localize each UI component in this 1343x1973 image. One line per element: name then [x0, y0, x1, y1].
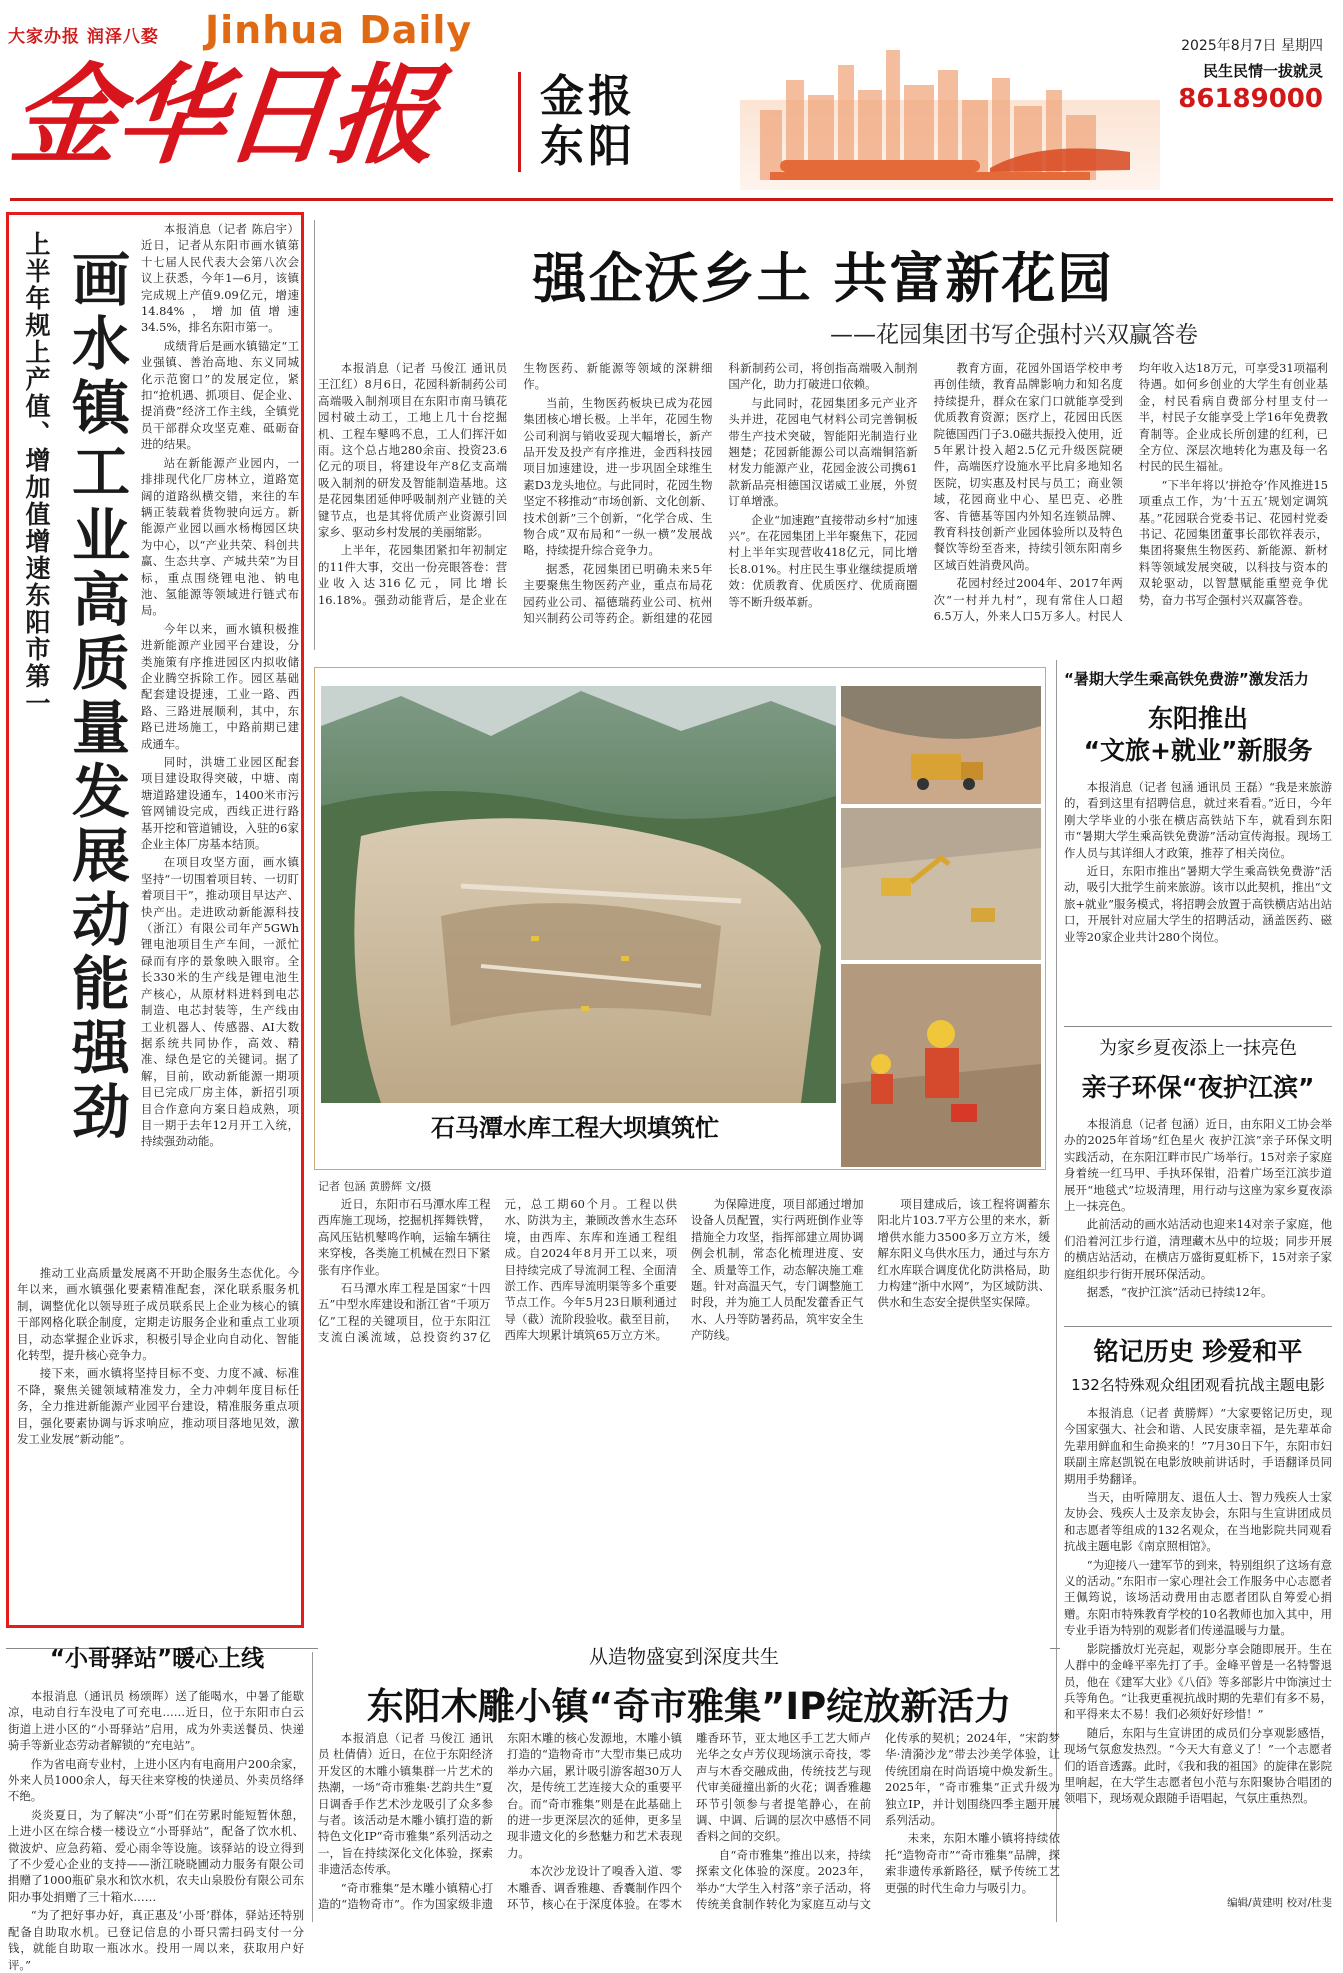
bottom-story-body	[318, 1730, 1060, 1920]
newspaper-logo: 金华日报	[5, 53, 443, 179]
edition-name	[540, 72, 636, 172]
story-subtitle: 132名特殊观众组团观看抗战主题电影	[1071, 1376, 1325, 1394]
lead-paragraph: 推动工业高质量发展离不开助企服务生态优化。今年以来，画水镇强化要素精准配套，深化联系服务机制，调整优化以领导班子成员联系民上企业为核心的镇干部网格化联企制度，定期走访服务企业和重点工业项目，动态掌握企业诉求，积极引导企业向自动化、智能化转型，提升核心竞争力。	[17, 1266, 299, 1363]
right-story-history	[1064, 1336, 1332, 1924]
edition-line-1: 金报	[540, 71, 636, 122]
masthead-divider	[518, 72, 521, 172]
main-story-title: 强企沃乡土 共富新花园	[532, 247, 1114, 310]
main-paragraph: 当前，生物医药板块已成为花园集团核心增长极。上半年，花园生物公司利润与销收妥现大幅增长，新产品开发及投产有序推进，金西科技园项目加速建设，进一步巩固全球维生素D3龙头地位。与此同时，花园生物坚定不移推动“市场创新、文化创新、技术创新”三个创新，“化学合成、生物合成”双布局和“一纵一横”发展战略，持续提升综合竞争力。	[523, 395, 713, 558]
story-paragraph: 据悉，“夜护江滨”活动已持续12年。	[1086, 1285, 1273, 1300]
story-divider	[1064, 1026, 1332, 1027]
photo-caption: 石马潭水库工程大坝填筑忙	[431, 1114, 719, 1142]
construction-photo-2	[841, 808, 1041, 960]
story-body	[1064, 779, 1332, 1029]
right-story-environment	[1064, 1034, 1332, 1324]
reservoir-aerial-photo	[321, 686, 836, 1103]
main-paragraph: 本报消息（记者 马俊江 通讯员 王江红）8月6日，花园科新制药公司高端吸入制剂项目在东阳市南马镇花园村破土动工，工地上几十台挖掘机、工程车鼕鸣不息，工人们挥汗如雨。这个总占地280余亩、投资23.6亿元的项目，将建设年产8亿支高端吸入制剂的研发及智能制造基地。这是花园集团延伸呼吸制剂产业链的关键节点，也是其将优质产业资源引回家乡、驱动乡村发展的美丽缩影。	[318, 361, 508, 540]
masthead-english-name: Jinhua Daily	[205, 8, 473, 52]
main-paragraph: “下半年将以‘拼抢夺’作风推进15项重点工作，为‘十五五’规划定调筑基。”花园联合党委书记、花园村党委书记、花园集团董事长邵钦祥表示，集团将聚焦生物医药、新能源、新材料等领域发展突破，以科技与资本的双轮驱动，以智慧赋能重塑竞争优势，奋力书写企强村兴双赢答卷。	[1138, 477, 1328, 607]
story-title: 亲子环保“夜护江滨”	[1081, 1073, 1315, 1102]
main-story-subtitle: ——花园集团书写企强村兴双赢答卷	[830, 322, 1198, 348]
story-divider	[1064, 1326, 1332, 1327]
story-paragraph: 随后，东阳与生宣讲团的成员们分享观影感悟，现场气氛愈发热烈。“今天大有意义了！”一个志愿者们的语音透露。此时，《我和我的祖国》的旋律在影院里响起，在大学生志愿者包小范与东阳聚协合唱团的领唱下，现场观众跟随手语唱起，气氛庄重热烈。	[1064, 1725, 1332, 1806]
bottom-paragraph: 未来，东阳木雕小镇将持续依托“造物奇市”“奇市雅集”品牌，探索非遗传承新路径，赋予传统工艺更强的时代生命力与吸引力。	[885, 1831, 1060, 1895]
story-title-line-1: 东阳推出	[1147, 704, 1248, 733]
issue-date: 2025年8月7日 星期四	[1181, 38, 1323, 54]
story-paragraph: 本报消息（记者 黄勝辉）“大家要铭记历史，现今国家强大、社会和谐、人民安康幸福，是先辈革命先辈用鲜血和生命换来的！”7月30日下午，东阳市妇联副主席赵凯锐在电影放映前讲话时，手语翻译员同期用手势翻译。	[1064, 1406, 1332, 1486]
story-paragraph: 本报消息（记者 包涵 通讯员 王磊）“我是来旅游的，看到这里有招聘信息，就过来看看。”近日，今年刚大学毕业的小张在横店高铁站下车，就看到东阳市“暑期大学生乘高铁免费游”活动宣传海报。现场工作人员与其详细人才政策，推荐了相关岗位。	[1064, 780, 1332, 860]
masthead	[0, 0, 1343, 205]
photo-paragraph: 石马潭水库工程是国家“十四五”中型水库建设和浙江省“千项万亿”工程的关键项目，位于东阳江支流白溪流域，总投资约37亿元，总工期60个月。工程以供水、防洪为主，兼顾改善水生态环境，由西库、东库和连通工程组成。自2024年8月开工以来，项目持续完成了导流洞工程、全面清淤工作、西库导流明渠等多个重要节点工作。今年5月23日顺利通过导（截）流阶段验收。截至目前，西库大坝累计填筑65万立方米。	[318, 1197, 677, 1345]
story-kicker: 为家乡夏夜添上一抹亮色	[1099, 1038, 1297, 1059]
main-paragraph: 据悉，花园集团已明确未来5年主要聚焦生物医药产业，重点布局花园药业公司、福德瑞药业公司、杭州知兴制药公司等药企。新组建的花园科新制药公司，将创指高端吸入制剂国产化，助力打破进口依赖。	[523, 361, 918, 626]
left-bottom-story-title: “小哥驿站”暖心上线	[49, 1646, 265, 1672]
lead-story-subtitle: 上半年规上产值、增加值增速东阳市第一	[22, 231, 51, 717]
story-paragraph: 当天，由听障朋友、退伍人士、智力残疾人士家友协会、残疾人士及亲友协会，东阳与生宣讲团成员和志愿者等组成的132名观众，在当地影院共同观看抗战主题电影《南京照相馆》。	[1064, 1490, 1332, 1554]
hotline-label: 民生民情一拔就灵	[1202, 62, 1323, 80]
edition-line-2: 东阳	[540, 121, 636, 172]
left-bottom-paragraph: 本报消息（通讯员 杨颂晖）送了能喝水，中暑了能歇凉，电动自行车没电了可充电……近日，位于东阳市白云街道上进小区的“小哥驿站”启用，成为外卖送餐员、快递骑手等新业态劳动者解锁的“充电站”。	[8, 1689, 304, 1753]
city-skyline-illustration	[740, 40, 1160, 190]
story-kicker: “暑期大学生乘高铁免费游”激发活力	[1064, 670, 1309, 688]
lead-paragraph: 同时，洪塘工业园区配套项目建设取得突破，中塘、南塘道路建设通车，1400米市污管网铺设完成，西线正进行路基开挖和管道铺设，入驻的6家企业主体厂房基本结顶。	[141, 755, 299, 852]
editor-credit: 编辑/黄建明 校对/杜斐	[1227, 1897, 1332, 1909]
hotline-number: 86189000	[1178, 84, 1323, 114]
lead-paragraph: 本报消息（记者 陈启宇）近日，记者从东阳市画水镇第十七届人民代表大会第八次会议上获悉，今年1—6月，该镇完成规上产值9.09亿元，增速14.84%，增加值增速34.5%，排名东阳市第一。	[141, 222, 299, 335]
bottom-paragraph: 本报消息（记者 马俊江 通讯员 杜倩倩）近日，在位于东阳经济开发区的木雕小镇集群一片艺术的热潮，一场“奇市雅集·艺韵共生”夏日调香手作艺术沙龙吸引了众多参与者。该活动是木雕小镇打造的新特色文化IP“奇市雅集”系列活动之一，旨在持续深化文化体验，探索非遗活态传承。	[318, 1731, 493, 1877]
lead-paragraph: 接下来，画水镇将坚持目标不变、力度不减、标准不降，聚焦关键领域精准发力，全力冲刺年度目标任务，全力推进新能源产业园平台建设，精准服务重点项目，强化要素协调与诉求响应，推动项目落地见效，激发工业发展“新动能”。	[17, 1366, 299, 1447]
lead-story-title: 画水镇工业高质量发展动能强劲	[62, 249, 130, 1145]
photo-story-body	[318, 1196, 1050, 1626]
lead-paragraph: 在项目攻坚方面，画水镇坚持“一切围着项目转、一切盯着项目干”，推动项目早达产、快产出。走进欧动新能源科技（浙江）有限公司年产5GWh锂电池项目生产车间，一派忙碌而有序的景象映入眼帘。全长330米的生产线是锂电池生产核心，从原材料进料到电芯制造、电芯封装等，生产线由工业机器人、传感器、AI大数据系统共同协作，高效、精准、绿色是它的关键词。据了解，目前，欧动新能源一期项目已完成厂房主体，新招引项目合作意向方案日趋成熟，项目一期于去年12月开工入统，持续强劲动能。	[141, 855, 299, 1149]
left-bottom-story-body	[8, 1688, 304, 1972]
lead-story	[6, 212, 304, 1628]
photo-paragraph: 项目建成后，该工程将调蓄东阳北片103.7平方公里的来水，新增供水能力3500多万立方米，缓解东阳义乌供水压力，通过与东方红水库联合调度优化防洪格局，助力构建“浙中水网”，为区域防洪、供水和生态安全提供坚实保障。	[877, 1197, 1050, 1310]
lead-story-body-continued	[17, 1265, 299, 1625]
bottom-paragraph: “奇市雅集”是木雕小镇精心打造的“造物奇市”。作为国家级非遗东阳木雕的核心发源地，木雕小镇打造的“造物奇市”大型市集已成功举办六届，累计吸引游客超30万人次，是传统工艺连接大众的重要平台。而“奇市雅集”则是在此基础上的进一步更深层次的延伸，更多呈现非遗文化的乡愁魅力和艺术表现力。	[318, 1731, 682, 1912]
story-paragraph: 此前活动的画水站活动也迎来14对亲子家庭，他们沿着河江步行道，清理藏木丛中的垃圾；同步开展的横店站活动，在横店万盛街夏虹桥下，15对亲子家庭组织步行街开展环保活动。	[1064, 1217, 1332, 1281]
story-paragraph: “为迎接八一建军节的到来，特别组织了这场有意义的活动。”东阳市一家心理社会工作服务中心志愿者王佩筠说，该场活动费用由志愿者团队自筹爱心捐赠。东阳市特殊教育学校的10名教师也加入其中，用专业手语为特别的观影者们传递温暖与力量。	[1064, 1557, 1332, 1638]
photo-credit: 记者 包涵 黄勝辉 文/摄	[318, 1180, 432, 1193]
left-bottom-paragraph: 炎炎夏日，为了解决“小哥”们在劳累时能短暂休憩，上进小区在综合楼一楼设立“小哥驿站”，配备了饮水机、微波炉、应急药箱、爱心雨伞等设施。该驿站的设立得到了不少爱心企业的支持——浙江晓晓圃动力服务有限公司捐赠了1000瓶矿泉水和饮水机，农夫山泉股份有限公司东阳办事处捐赠了三十箱水……	[8, 1807, 304, 1904]
left-bottom-paragraph: 作为省电商专业村，上进小区内有电商用户200余家，外来人员1000余人，每天往来穿梭的快递员、外卖员络绎不绝。	[8, 1756, 304, 1804]
story-paragraph: 影院播放灯光亮起，观影分享会随即展开。生在人群中的金峰平率先打了手。金峰平曾是一名特警退员，他在《建军大业》《八佰》等多部影片中饰演过士兵等角色。“让我更重视抗战时期的先辈们有多不易，和平得来太不易！我们必须好好珍惜！”	[1064, 1641, 1332, 1722]
story-title-line-2: “文旅+就业”新服务	[1083, 736, 1313, 765]
construction-photo-1	[841, 686, 1041, 804]
story-title: 铭记历史 珍爱和平	[1093, 1337, 1303, 1366]
main-paragraph: 花园村经过2004年、2017年两次“一村并九村”，现有常住人口超6.5万人，外来人口5万多人。村民人均年收入达18万元，可享受31项福利待遇。如何乡创业的大学生有创业基金，村民看病自费部分村里支付一半，村民子女能享受上学16年免费教育制等。企业成长所创建的红利，已全方位、深层次地转化为惠及每一名村民的民生福祉。	[933, 361, 1328, 624]
photo-paragraph: 为保障进度，项目部通过增加设备人员配置，实行两班倒作业等措施全力攻坚，指挥部建立周协调例会机制，常态化梳理进度、安全、质量等工作，动态解决施工难题。针对高温天气，专门调整施工时段，并为施工人员配发藿香正气水、人丹等防暑药品，筑牢安全生产防线。	[691, 1197, 864, 1343]
bottom-story-kicker: 从造物盛宴到深度共生	[318, 1642, 1050, 1669]
lead-paragraph: 站在新能源产业园内，一排排现代化厂房林立，道路宽阔的道路纵横交错，来往的车辆正装载着货物驶向远方。新能源产业园以画水杨梅园区块为中心，以“产业共荣、科创共赢、生态共享、产城共荣”为目标，重点围绕锂电池、钠电池、氢能源等领域进行链式布局。	[141, 455, 299, 618]
column-divider	[314, 220, 315, 650]
lead-paragraph: 今年以来，画水镇积极推进新能源产业园平台建设，分类施策有序推进园区内拟收储企业腾空拆除工作。园区基础配套建设提速，工业一路、西路、三路进展顺利，其中，东路已进场施工，中路前期已建成通车。	[141, 621, 299, 751]
main-paragraph: 上半年，花园集团紧扣年初制定的11件大事，交出一份亮眼答卷：营业收入达316亿元，同比增长16.18%。强劲动能背后，是企业在生物医药、新能源等领域的深耕细作。	[318, 361, 713, 607]
masthead-rule	[10, 198, 1333, 201]
workers-photo	[841, 964, 1041, 1167]
right-story-tourism	[1064, 668, 1332, 1024]
main-paragraph: 与此同时，花园集团多元产业齐头并进，花园电气材料公司完善铜板带生产技术突破，智能阳光制造行业翘楚；花园新能源公司以高端铜箔新材发力能源产业，花园金波公司携61款新品亮相德国汉诺威工业展，外贸订单增涨。	[728, 395, 918, 509]
story-body	[1064, 1405, 1332, 1891]
main-paragraph: 教育方面，花园外国语学校申考再创佳绩，教育品牌影响力和知名度持续提升，群众在家门口就能享受到优质教育资源；医疗上，花园田氏医院德国西门子3.0磁共振投入使用，近5年累计投入超2.5亿元升级医院硬件，高端医疗设施水平比肩多地知名医院，切实惠及村民与员工；商业领域，花园商业中心、星巴克、必胜客、肯德基等国内外知名连锁品牌、教育科技创新产业园体验所以及特色餐饮等纷至沓来，持续引领东阳南乡区域百姓消费风尚。	[933, 361, 1123, 572]
lead-story-body	[141, 221, 299, 1261]
bottom-paragraph: 自“奇市雅集”推出以来，持续探索文化体验的深度。2023年，举办“大学生入村落”亲子活动，将传统美食制作转化为家庭互动与文化传承的契机；2024年，“宋韵梦华·清漪沙龙”带去沙美学体验，让传统团扇在时尚语境中焕发新生。2025年，“奇市雅集”正式升级为独立IP，并计划围绕四季主题开展系列活动。	[696, 1731, 1060, 1912]
story-paragraph: 本报消息（记者 包涵）近日，由东阳义工协会举办的2025年首场“红色星火 夜护江滨”亲子环保文明实践活动，在东阳江畔市民广场举行。15对亲子家庭身着统一红马甲、手执环保钳，沿着广场至江滨步道展开“地毯式”垃圾清理，用行动与这座为家乡夏夜添上一抹亮色。	[1064, 1117, 1332, 1214]
photo-paragraph: 近日，东阳市石马潭水库工程西库施工现场，挖掘机挥舞铁臂，高风压钻机鼕鸣作响，运输车辆往来穿梭，各类施工机械在烈日下紧张有序作业。	[318, 1197, 491, 1277]
column-divider	[312, 1652, 313, 1922]
main-paragraph: 企业“加速跑”直接带动乡村“加速兴”。在花园集团上半年聚焦下，花园村上半年实现营收418亿元，同比增长8.01%。村庄民生事业继续提质增效：优质教育、优质医疗、优质商圈等不断升级革新。	[728, 512, 918, 609]
bottom-paragraph: 本次沙龙设计了嗅香入道、零木雕香、调香雅趣、香囊制作四个环节，核心在于深度体验。在零木雕香环节，亚太地区手工艺大师卢光华之女卢芳仪现场演示奇技，零声与木香交融成曲，传统技艺与现代审美碰撞出新的火花；调香雅趣环节引领参与者提笔静心，在前调、中调、后调的层次中感悟不同香料之间的交织。	[507, 1731, 871, 1912]
left-bottom-paragraph: “为了把好事办好，真正惠及‘小哥’群体，驿站还特别配备自助取水机。已登记信息的小哥只需扫码支付一分钱，就能自助取一瓶冰水。投用一周以来，获取用户好评。”	[8, 1908, 304, 1972]
story-paragraph: 近日，东阳市推出“暑期大学生乘高铁免费游”活动，吸引大批学生前来旅游。该市以此契机，推出“文旅+就业”服务模式，将招聘会放置于高铁横店站出站口，开展针对应届大学生的招聘活动，涵盖医药、磁业等20家企业共计280个岗位。	[1064, 864, 1332, 944]
photo-feature	[314, 667, 1046, 1170]
lead-paragraph: 成绩背后是画水镇锚定“工业强镇、善治高地、东义同城化示范窗口”的发展定位，紧扣“抢机遇、抓项目、促企业、提消费”经济工作主线，全镇党员干部群众攻坚克难、砥砺奋进的结果。	[141, 338, 299, 452]
masthead-slogan: 大家办报 润泽八婺	[8, 27, 159, 47]
story-body	[1064, 1116, 1332, 1326]
main-story-body	[318, 360, 1328, 650]
bottom-story-title: 东阳木雕小镇“奇市雅集”IP绽放新活力	[366, 1685, 1012, 1728]
